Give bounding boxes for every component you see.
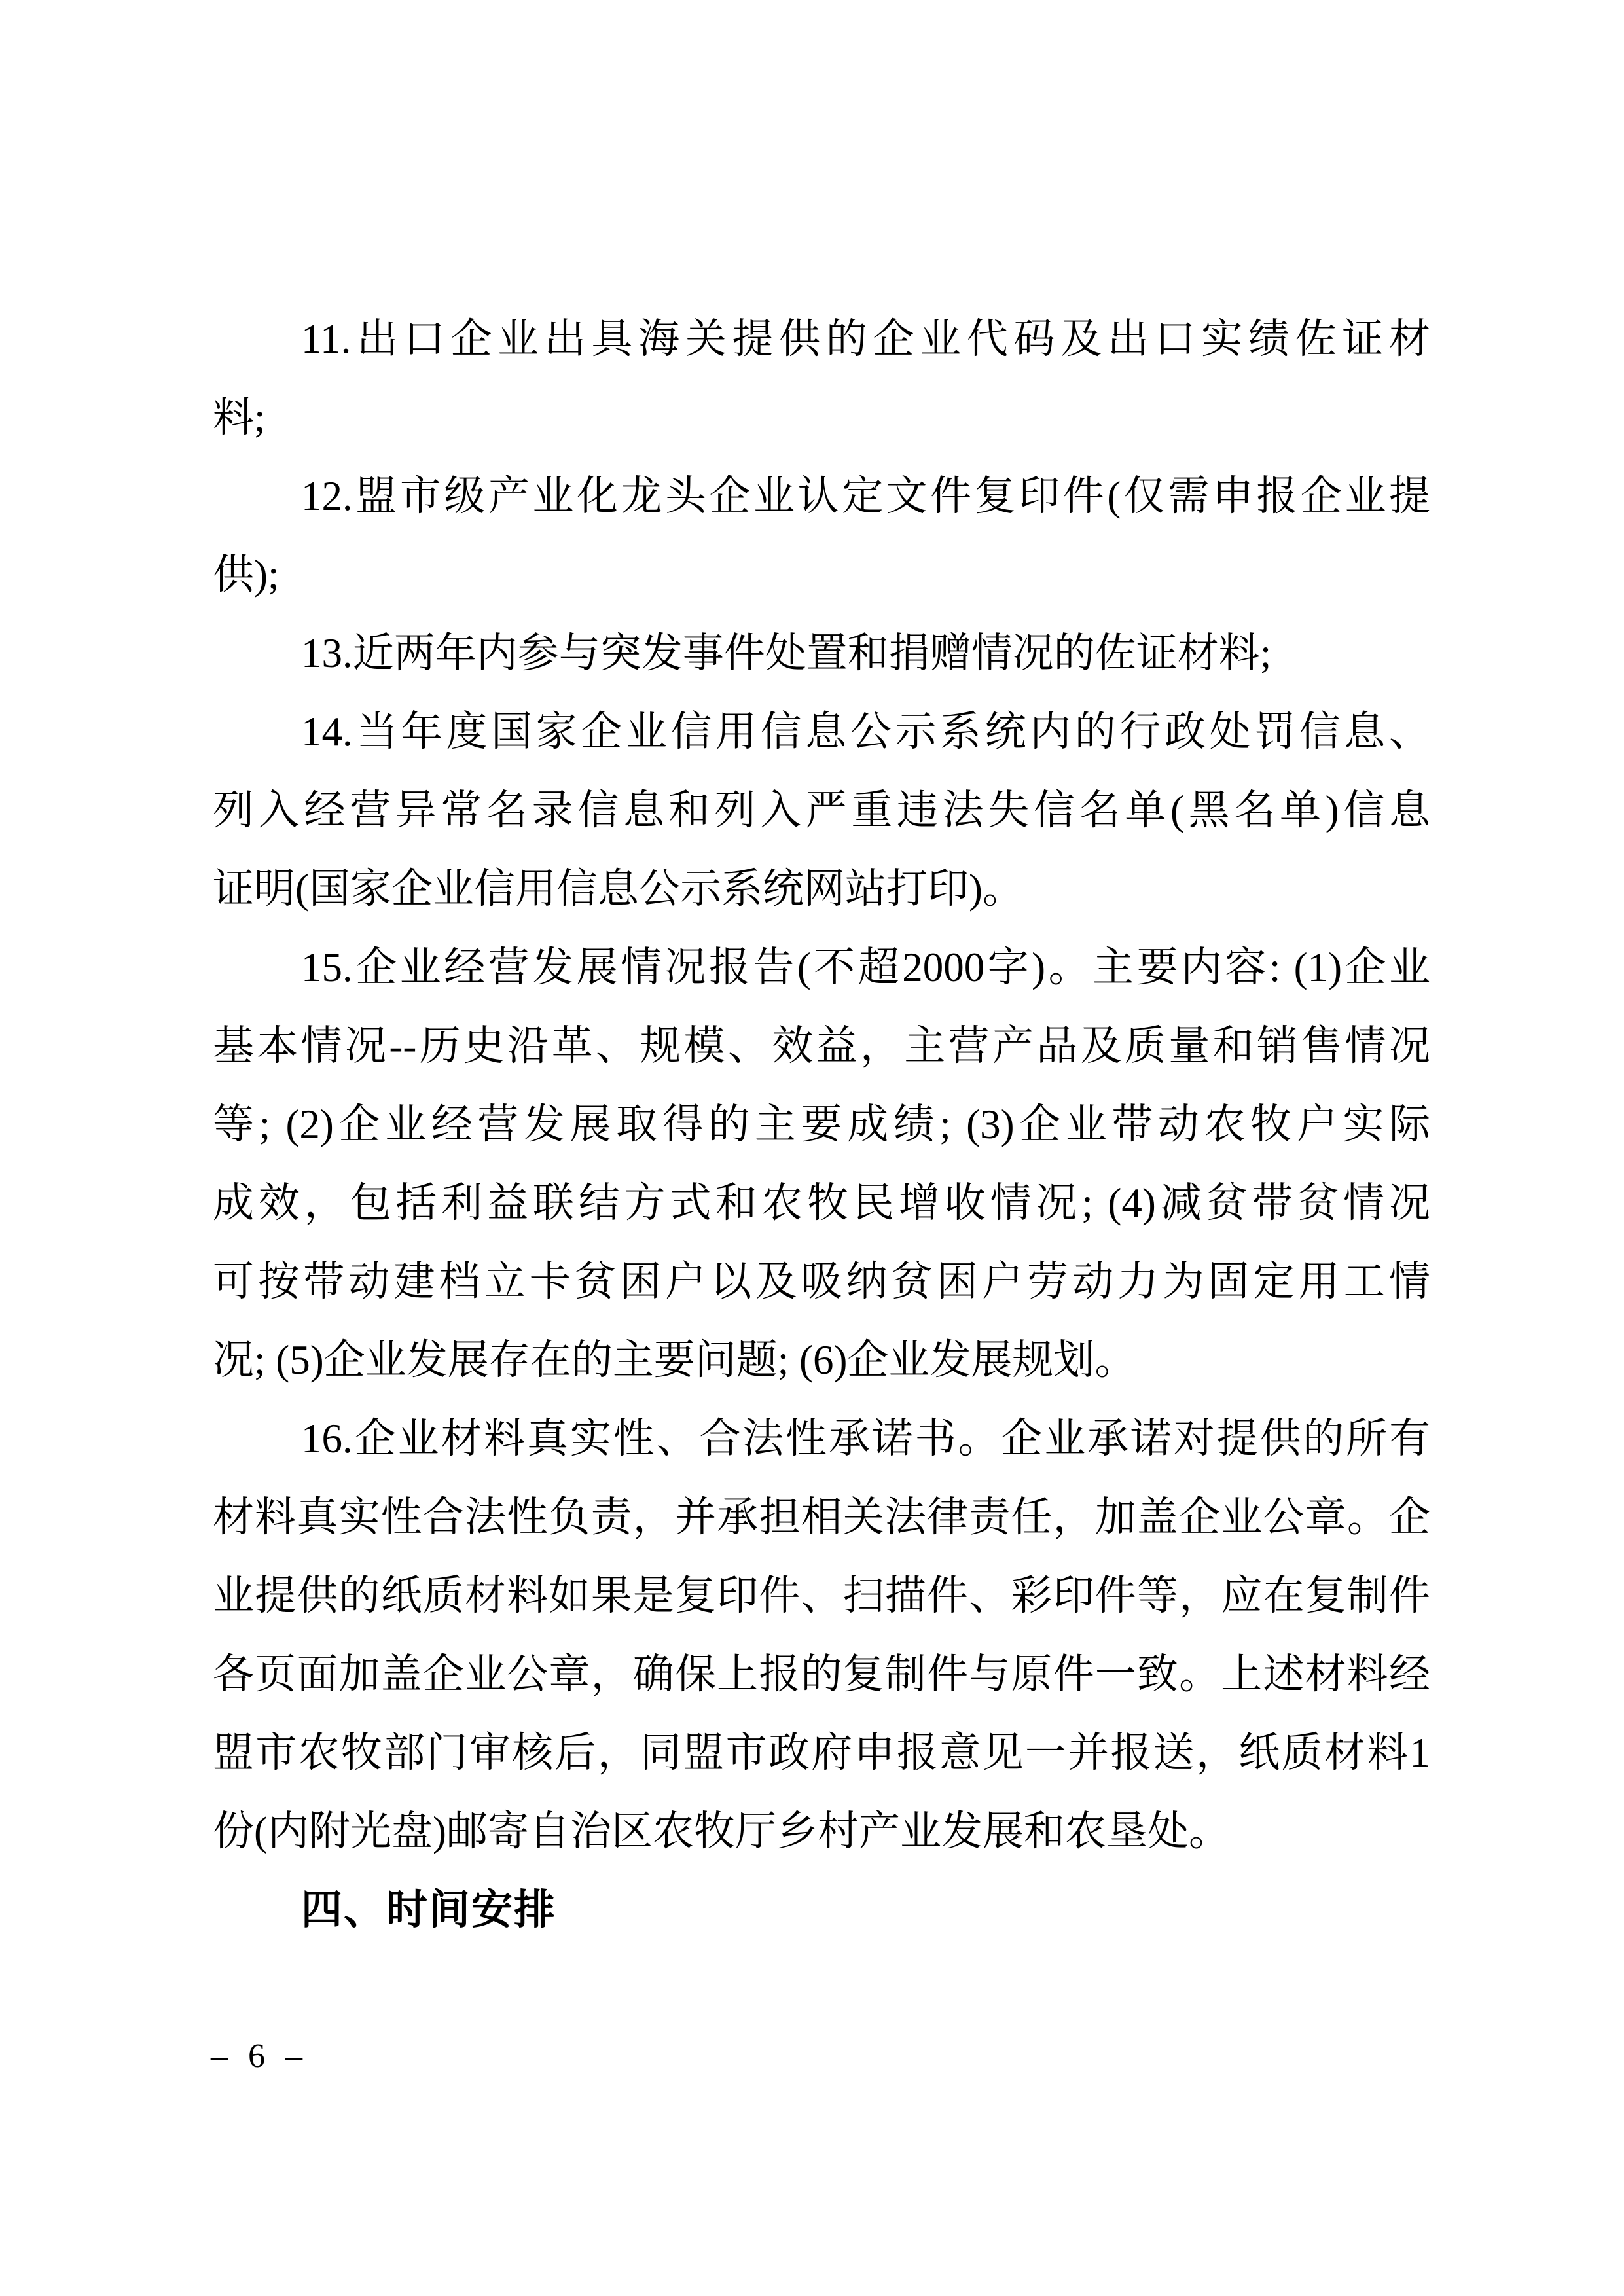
- text-line: 可按带动建档立卡贫困户以及吸纳贫困户劳动力为固定用工情: [213, 1259, 1430, 1304]
- document-body: [213, 300, 1430, 1949]
- text-line: 12.盟市级产业化龙头企业认定文件复印件(仅需申报企业提: [301, 473, 1430, 519]
- text-line: 14.当年度国家企业信用信息公示系统内的行政处罚信息、: [301, 709, 1430, 755]
- text-line: 11.出口企业出具海关提供的企业代码及出口实绩佐证材: [301, 316, 1430, 362]
- text-line: 基本情况--历史沿革、规模、效益，主营产品及质量和销售情况: [213, 1023, 1430, 1069]
- text-line: 份(内附光盘)邮寄自治区农牧厅乡村产业发展和农垦处。: [213, 1808, 1230, 1854]
- text-line: 16.企业材料真实性、合法性承诺书。企业承诺对提供的所有: [301, 1416, 1430, 1462]
- text-line: 况; (5)企业发展存在的主要问题; (6)企业发展规划。: [213, 1337, 1136, 1383]
- text-line: 各页面加盖企业公章，确保上报的复制件与原件一致。上述材料经: [213, 1651, 1430, 1697]
- text-line: 13.近两年内参与突发事件处置和捐赠情况的佐证材料;: [301, 630, 1272, 676]
- text-line: 证明(国家企业信用信息公示系统网站打印)。: [213, 866, 1024, 912]
- text-line: 材料真实性合法性负责，并承担相关法律责任，加盖企业公章。企: [213, 1494, 1430, 1540]
- text-line: 等; (2)企业经营发展取得的主要成绩; (3)企业带动农牧户实际: [213, 1102, 1430, 1147]
- text-line: 供);: [213, 552, 280, 598]
- text-line: 业提供的纸质材料如果是复印件、扫描件、彩印件等，应在复制件: [213, 1573, 1430, 1619]
- text-line: 料;: [213, 395, 266, 440]
- page-number: – 6 –: [211, 2037, 302, 2075]
- body-lines: [213, 300, 1430, 1871]
- text-line: 15.企业经营发展情况报告(不超2000字)。主要内容: (1)企业: [301, 944, 1430, 990]
- section-heading: 四、时间安排: [301, 1887, 556, 1933]
- text-line: 列入经营异常名录信息和列入严重违法失信名单(黑名单)信息: [213, 787, 1430, 833]
- text-line: 成效，包括利益联结方式和农牧民增收情况; (4)减贫带贫情况: [213, 1180, 1430, 1226]
- text-line: 盟市农牧部门审核后，同盟市政府申报意见一并报送，纸质材料1: [213, 1730, 1430, 1776]
